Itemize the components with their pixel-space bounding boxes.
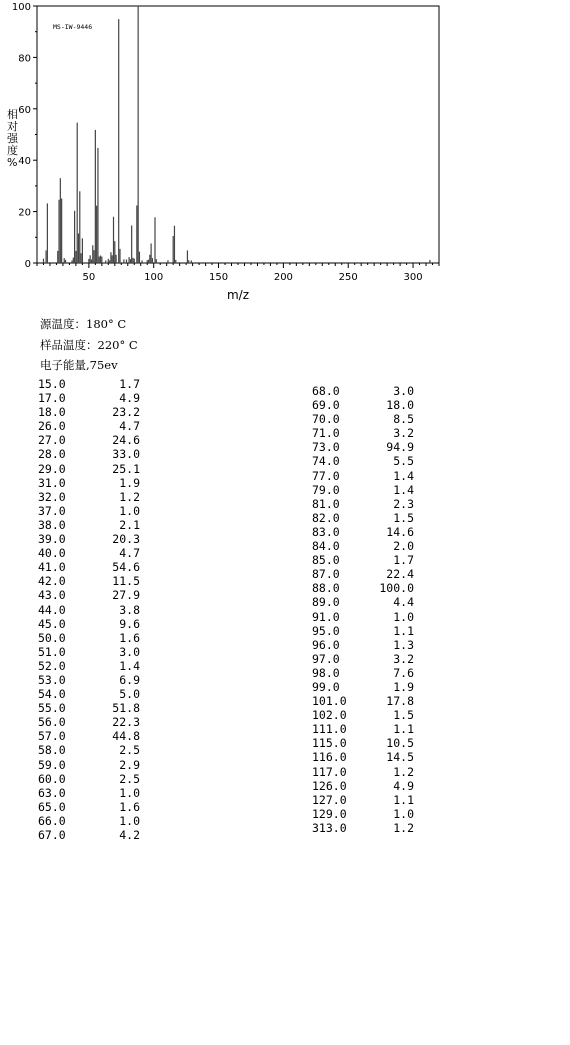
mz-value: 42.0: [38, 574, 66, 589]
y-tick-label: 100: [11, 2, 31, 13]
peak-row: [312, 567, 414, 581]
intensity-value: 6.9: [119, 672, 140, 687]
peak-row: [312, 511, 414, 525]
mz-value: 59.0: [38, 757, 66, 772]
intensity-value: 2.5: [119, 771, 140, 786]
peak-row: [312, 384, 414, 398]
peak-row: [38, 701, 140, 715]
x-tick-label: 150: [209, 272, 229, 283]
peak-row: [312, 807, 414, 821]
peak-row: [38, 532, 140, 546]
peak-row: [312, 765, 414, 779]
peak-row: [38, 617, 140, 631]
peak-row: [38, 729, 140, 743]
mz-value: 313.0: [312, 820, 347, 835]
peak-row: [312, 652, 414, 666]
mz-value: 71.0: [312, 426, 340, 441]
intensity-value: 1.6: [119, 799, 140, 814]
source-temperature: 源温度：180° C: [40, 317, 127, 331]
intensity-value: 1.1: [393, 792, 414, 807]
intensity-value: 23.2: [112, 405, 140, 420]
intensity-value: 2.3: [393, 496, 414, 511]
sample-temperature: 样品温度：220° C: [40, 338, 138, 352]
intensity-value: 3.8: [119, 602, 140, 617]
mz-value: 45.0: [38, 616, 66, 631]
mz-value: 40.0: [38, 546, 66, 561]
mz-value: 26.0: [38, 419, 66, 434]
intensity-value: 7.6: [393, 665, 414, 680]
mz-value: 63.0: [38, 785, 66, 800]
peak-row: [38, 715, 140, 729]
intensity-value: 3.2: [393, 426, 414, 441]
peak-row: [312, 553, 414, 567]
intensity-value: 1.5: [393, 708, 414, 723]
peak-row: [38, 391, 140, 405]
intensity-value: 14.5: [386, 750, 414, 765]
peak-row: [312, 525, 414, 539]
mz-value: 56.0: [38, 715, 66, 730]
mz-value: 15.0: [38, 377, 66, 391]
peak-row: [312, 497, 414, 511]
mz-value: 18.0: [38, 405, 66, 420]
peak-row: [312, 680, 414, 694]
mz-value: 127.0: [312, 792, 347, 807]
mz-value: 31.0: [38, 475, 66, 490]
mz-value: 126.0: [312, 778, 347, 793]
peak-row: [312, 412, 414, 426]
intensity-value: 9.6: [119, 616, 140, 631]
intensity-value: 27.9: [112, 588, 140, 603]
intensity-value: 2.1: [119, 517, 140, 532]
peak-row: [38, 490, 140, 504]
intensity-value: 1.0: [119, 813, 140, 828]
mz-value: 60.0: [38, 771, 66, 786]
mz-value: 44.0: [38, 602, 66, 617]
mz-value: 111.0: [312, 722, 347, 737]
peak-row: [312, 793, 414, 807]
mz-value: 77.0: [312, 468, 340, 483]
peak-row: [312, 750, 414, 764]
peak-row: [312, 779, 414, 793]
y-tick-label: 40: [18, 156, 31, 168]
peak-row: [38, 560, 140, 574]
mz-value: 129.0: [312, 806, 347, 821]
intensity-value: 2.9: [119, 757, 140, 772]
x-axis-label: m/z: [226, 288, 250, 302]
peak-row: [38, 574, 140, 588]
mz-value: 83.0: [312, 524, 340, 539]
mz-value: 37.0: [38, 503, 66, 518]
mz-value: 67.0: [38, 828, 66, 842]
mz-value: 58.0: [38, 743, 66, 758]
peak-row: [38, 546, 140, 560]
peak-row: [38, 504, 140, 518]
peak-row: [38, 786, 140, 800]
mz-value: 39.0: [38, 532, 66, 547]
intensity-value: 1.2: [119, 489, 140, 504]
intensity-value: 24.6: [112, 433, 140, 448]
mz-value: 50.0: [38, 630, 66, 645]
intensity-value: 54.6: [112, 560, 140, 575]
peak-row: [312, 736, 414, 750]
intensity-value: 1.9: [393, 679, 414, 694]
mz-value: 102.0: [312, 708, 347, 723]
intensity-value: 14.6: [386, 524, 414, 539]
x-axis: [37, 263, 439, 283]
peak-row: [38, 405, 140, 419]
y-tick-label: 20: [18, 207, 31, 219]
peak-row: [312, 454, 414, 468]
mz-value: 74.0: [312, 454, 340, 469]
peak-row: [38, 758, 140, 772]
intensity-value: 3.2: [393, 651, 414, 666]
peak-row: [312, 624, 414, 638]
intensity-value: 4.2: [119, 828, 140, 842]
intensity-value: 1.1: [393, 623, 414, 638]
mz-value: 79.0: [312, 482, 340, 497]
intensity-value: 1.0: [119, 503, 140, 518]
mz-value: 99.0: [312, 679, 340, 694]
mz-value: 89.0: [312, 595, 340, 610]
intensity-value: 4.7: [119, 419, 140, 434]
mz-value: 115.0: [312, 736, 347, 751]
intensity-value: 22.3: [112, 715, 140, 730]
mz-value: 27.0: [38, 433, 66, 448]
mz-value: 66.0: [38, 813, 66, 828]
mz-value: 96.0: [312, 637, 340, 652]
intensity-value: 1.4: [393, 468, 414, 483]
peak-row: [312, 666, 414, 680]
peak-row: [312, 398, 414, 412]
peak-row: [312, 483, 414, 497]
intensity-value: 3.0: [119, 644, 140, 659]
peak-row: [38, 814, 140, 828]
mz-value: 84.0: [312, 539, 340, 554]
peak-row: [38, 673, 140, 687]
intensity-value: 1.7: [119, 377, 140, 391]
mz-value: 117.0: [312, 764, 347, 779]
intensity-value: 8.5: [393, 412, 414, 427]
mz-value: 28.0: [38, 447, 66, 462]
intensity-value: 1.2: [393, 764, 414, 779]
peak-row: [312, 581, 414, 595]
intensity-value: 20.3: [112, 532, 140, 547]
mz-value: 43.0: [38, 588, 66, 603]
peak-row: [312, 694, 414, 708]
mz-value: 41.0: [38, 560, 66, 575]
mz-value: 116.0: [312, 750, 347, 765]
mz-value: 68.0: [312, 384, 340, 398]
x-tick-label: 300: [403, 272, 423, 283]
peak-row: [312, 595, 414, 609]
mz-value: 95.0: [312, 623, 340, 638]
mz-value: 53.0: [38, 672, 66, 687]
mz-value: 17.0: [38, 391, 66, 406]
intensity-value: 33.0: [112, 447, 140, 462]
chart-title: MS-IW-9446: [53, 23, 93, 31]
peak-row: [38, 828, 140, 842]
intensity-value: 4.7: [119, 546, 140, 561]
mz-value: 91.0: [312, 609, 340, 624]
peak-row: [38, 588, 140, 602]
peak-row: [38, 631, 140, 645]
mz-value: 51.0: [38, 644, 66, 659]
mz-value: 81.0: [312, 496, 340, 511]
peak-row: [38, 377, 140, 391]
intensity-value: 4.9: [119, 391, 140, 406]
intensity-value: 1.7: [393, 553, 414, 568]
mz-value: 73.0: [312, 440, 340, 455]
peak-table-right: [312, 384, 414, 835]
mass-spectrum-chart: [0, 0, 570, 310]
intensity-value: 1.2: [393, 820, 414, 835]
intensity-value: 5.5: [393, 454, 414, 469]
mz-value: 87.0: [312, 567, 340, 582]
peak-row: [312, 469, 414, 483]
mz-value: 54.0: [38, 687, 66, 702]
intensity-value: 1.3: [393, 637, 414, 652]
mz-value: 65.0: [38, 799, 66, 814]
intensity-value: 1.4: [119, 658, 140, 673]
intensity-value: 1.6: [119, 630, 140, 645]
intensity-value: 1.5: [393, 510, 414, 525]
peak-row: [312, 539, 414, 553]
mz-value: 32.0: [38, 489, 66, 504]
intensity-value: 1.9: [119, 475, 140, 490]
peak-row: [38, 800, 140, 814]
peak-row: [38, 476, 140, 490]
y-tick-label: 60: [18, 104, 31, 116]
intensity-value: 2.0: [393, 539, 414, 554]
peak-row: [38, 447, 140, 461]
plot-frame: [37, 6, 439, 263]
intensity-value: 1.0: [119, 785, 140, 800]
y-tick-label: 0: [24, 259, 31, 270]
intensity-value: 10.5: [386, 736, 414, 751]
x-tick-label: 200: [273, 272, 293, 283]
peak-row: [38, 433, 140, 447]
y-tick-label: 80: [18, 53, 31, 65]
mz-value: 52.0: [38, 658, 66, 673]
intensity-value: 1.1: [393, 722, 414, 737]
mz-value: 85.0: [312, 553, 340, 568]
mz-value: 97.0: [312, 651, 340, 666]
mz-value: 69.0: [312, 398, 340, 413]
intensity-value: 17.8: [386, 694, 414, 709]
intensity-value: 11.5: [112, 574, 140, 589]
x-tick-label: 250: [338, 272, 358, 283]
peak-row: [38, 419, 140, 433]
peak-row: [312, 821, 414, 835]
mz-value: 70.0: [312, 412, 340, 427]
mz-value: 38.0: [38, 517, 66, 532]
electron-energy: 电子能量,75ev: [40, 358, 118, 372]
x-tick-label: 50: [82, 272, 96, 283]
peak-row: [38, 645, 140, 659]
peak-row: [312, 426, 414, 440]
intensity-value: 94.9: [386, 440, 414, 455]
peak-row: [38, 772, 140, 786]
intensity-value: 25.1: [112, 461, 140, 476]
mz-value: 98.0: [312, 665, 340, 680]
x-tick-label: 100: [144, 272, 164, 283]
intensity-value: 2.5: [119, 743, 140, 758]
mz-value: 55.0: [38, 701, 66, 716]
peak-row: [312, 638, 414, 652]
intensity-value: 1.0: [393, 806, 414, 821]
intensity-value: 3.0: [393, 384, 414, 398]
peak-row: [38, 687, 140, 701]
peak-row: [38, 603, 140, 617]
mz-value: 82.0: [312, 510, 340, 525]
peak-row: [312, 610, 414, 624]
intensity-value: 100.0: [379, 581, 414, 596]
mz-value: 88.0: [312, 581, 340, 596]
peak-table-left: [38, 377, 140, 842]
peak-row: [312, 440, 414, 454]
mz-value: 29.0: [38, 461, 66, 476]
peak-row: [38, 462, 140, 476]
peak-row: [38, 743, 140, 757]
peak-row: [38, 659, 140, 673]
intensity-value: 5.0: [119, 687, 140, 702]
mz-value: 101.0: [312, 694, 347, 709]
intensity-value: 22.4: [386, 567, 414, 582]
intensity-value: 4.4: [393, 595, 414, 610]
y-axis-label: 相对强度%: [7, 108, 18, 169]
intensity-value: 4.9: [393, 778, 414, 793]
peak-row: [312, 722, 414, 736]
intensity-value: 18.0: [386, 398, 414, 413]
peak-row: [38, 518, 140, 532]
intensity-value: 1.4: [393, 482, 414, 497]
peak-row: [312, 708, 414, 722]
spectrum-peaks: [43, 6, 429, 263]
intensity-value: 51.8: [112, 701, 140, 716]
intensity-value: 44.8: [112, 729, 140, 744]
mz-value: 57.0: [38, 729, 66, 744]
intensity-value: 1.0: [393, 609, 414, 624]
